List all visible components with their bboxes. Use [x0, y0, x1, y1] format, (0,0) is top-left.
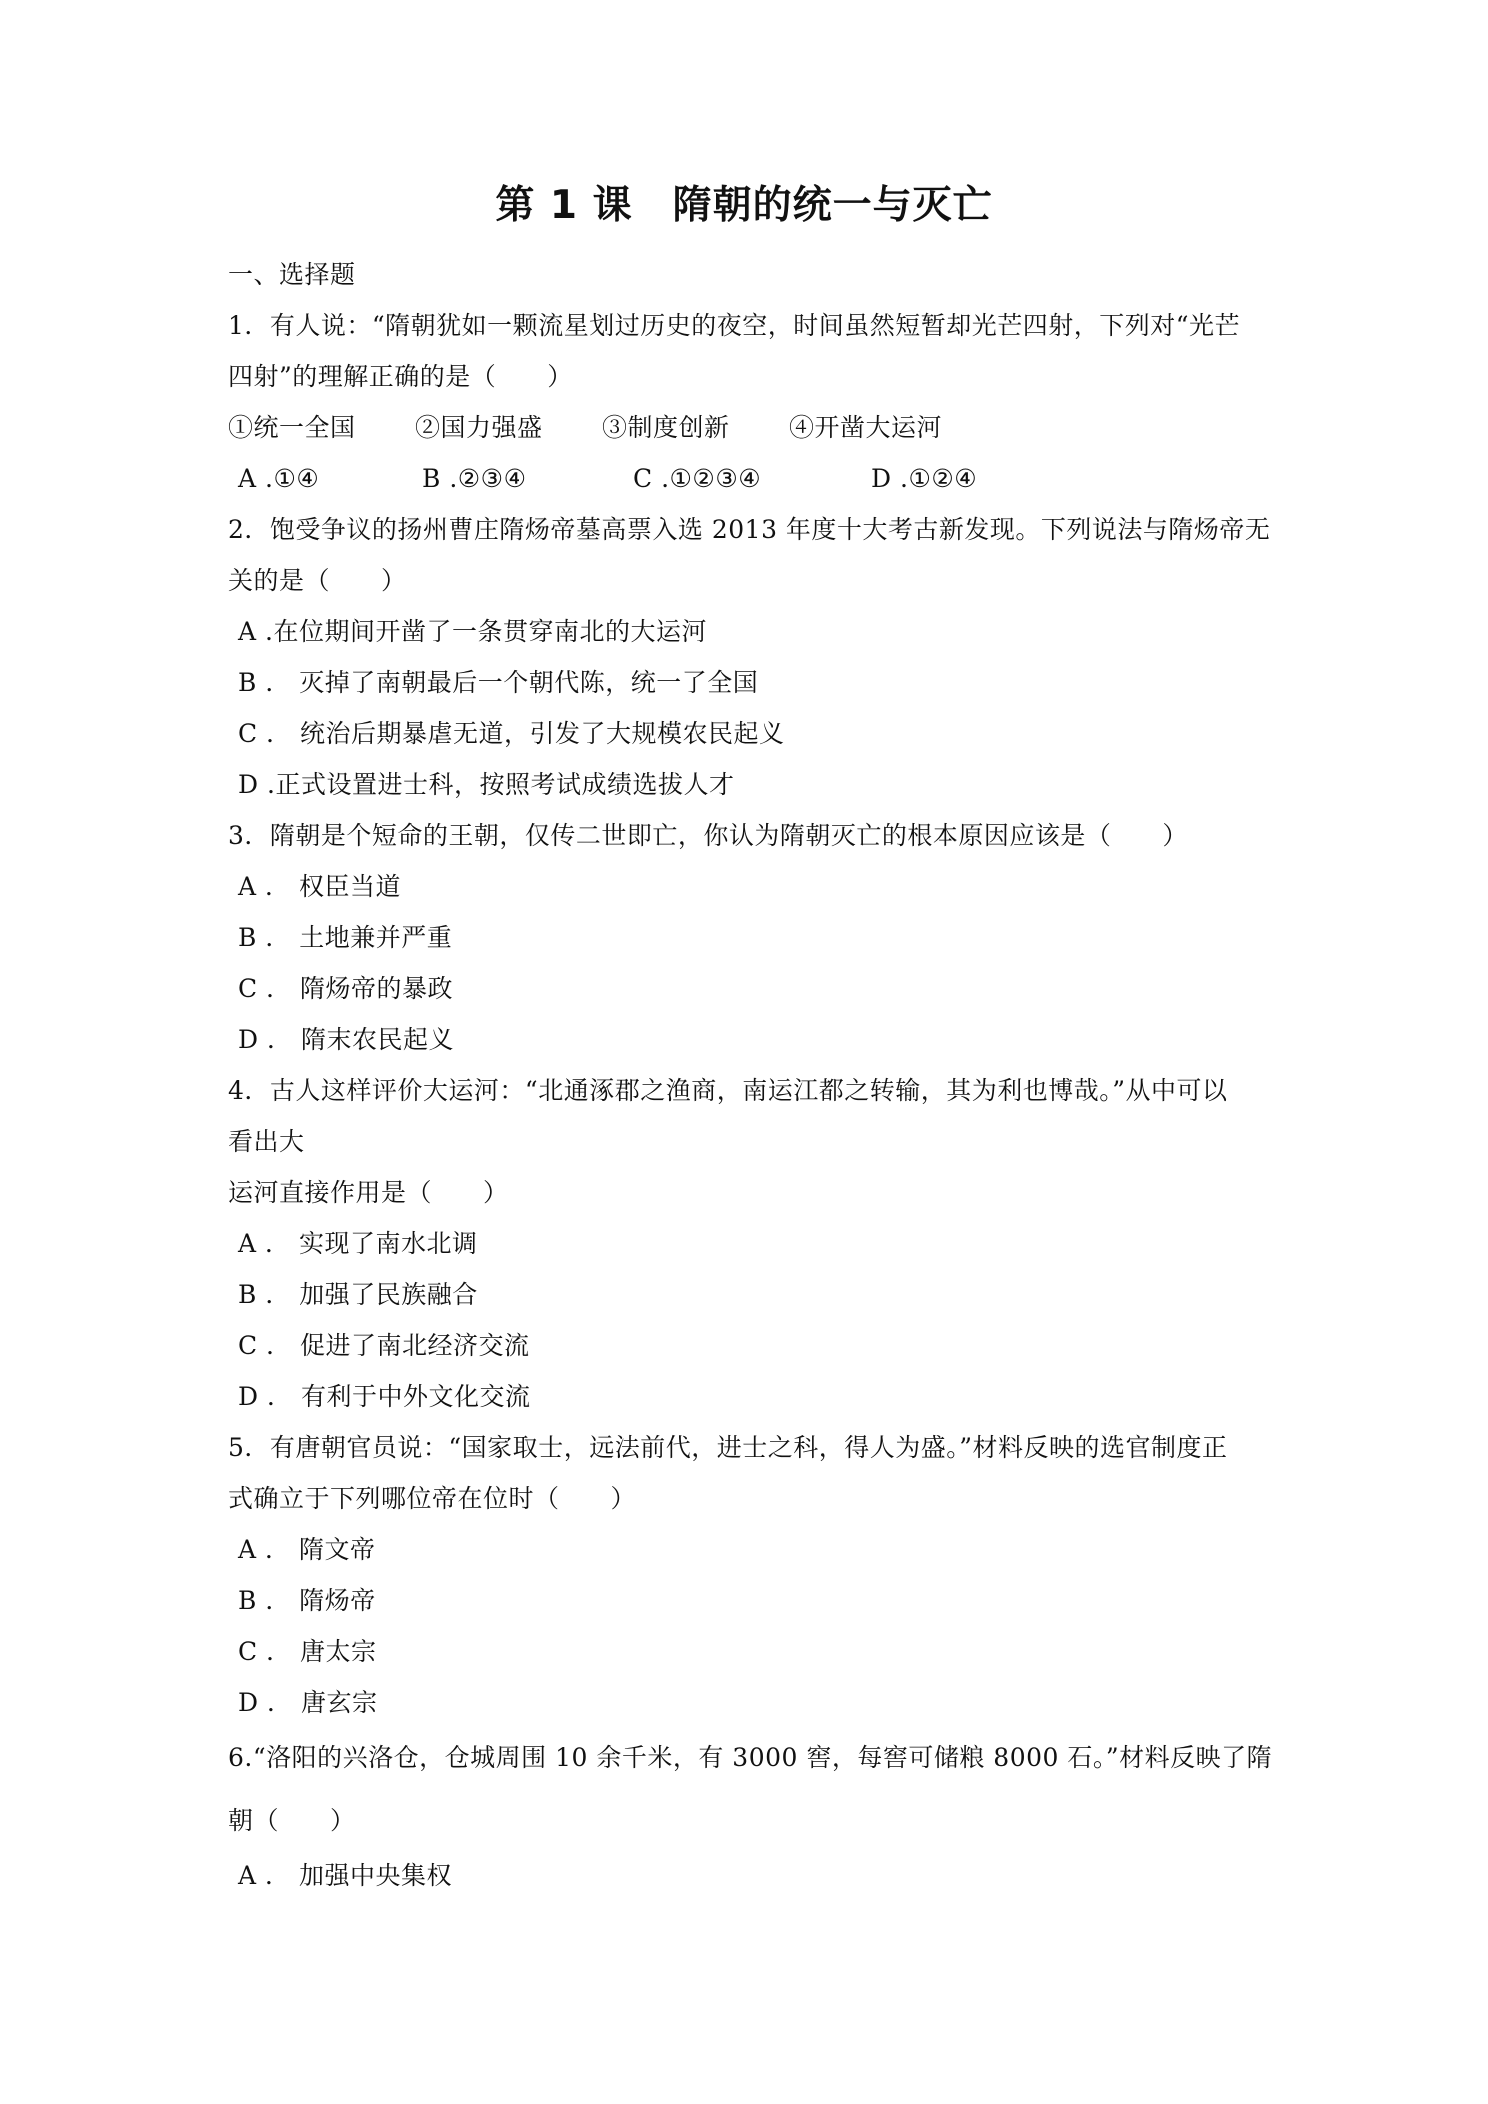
- question-1-option-d: D .①②④: [871, 464, 978, 493]
- question-6-option-a: A ． 加强中央集权: [238, 1861, 452, 1890]
- question-1-items: [228, 411, 1268, 445]
- question-1-stem-continued: 四射”的理解正确的是（ ）: [228, 362, 573, 391]
- question-5-option-c: C ． 唐太宗: [238, 1637, 377, 1666]
- question-1-option-a: A .①④: [238, 464, 320, 493]
- question-6-stem: 6.“洛阳的兴洛仓，仓城周围 10 余千米，有 3000 窖，每窖可储粮 8000 石。”材料反映了隋: [228, 1743, 1273, 1772]
- question-3-option-c: C ． 隋炀帝的暴政: [238, 974, 454, 1003]
- question-3-option-a: A ． 权臣当道: [238, 872, 401, 901]
- question-2-option-b: B ． 灭掉了南朝最后一个朝代陈，统一了全国: [238, 668, 759, 697]
- question-1-option-c: C .①②③④: [633, 464, 762, 493]
- question-3-option-d: D ． 隋末农民起义: [238, 1025, 454, 1054]
- question-4-option-c: C ． 促进了南北经济交流: [238, 1331, 530, 1360]
- question-4-option-d: D ． 有利于中外文化交流: [238, 1382, 531, 1411]
- section-heading: 一、选择题: [228, 260, 356, 289]
- question-1-item: ②国力强盛: [415, 413, 543, 442]
- question-5-stem-continued: 式确立于下列哪位帝在位时（ ）: [228, 1484, 637, 1513]
- question-5-option-d: D ． 唐玄宗: [238, 1688, 378, 1717]
- question-3-stem: 3．隋朝是个短命的王朝，仅传二世即亡，你认为隋朝灭亡的根本原因应该是（ ）: [228, 821, 1188, 850]
- question-1-item: ③制度创新: [602, 413, 730, 442]
- question-4-stem: 4．古人这样评价大运河：“北通涿郡之渔商，南运江都之转输，其为利也博哉。”从中可以: [228, 1076, 1228, 1105]
- question-1-options: [238, 462, 1278, 496]
- question-2-option-a: A .在位期间开凿了一条贯穿南北的大运河: [238, 617, 707, 646]
- question-1-stem: 1．有人说：“隋朝犹如一颗流星划过历史的夜空，时间虽然短暂却光芒四射，下列对“光芒: [228, 311, 1240, 340]
- question-1-item: ④开凿大运河: [789, 413, 943, 442]
- question-4-option-b: B ． 加强了民族融合: [238, 1280, 478, 1309]
- question-3-option-b: B ． 土地兼并严重: [238, 923, 453, 952]
- question-2-option-d: D .正式设置进士科，按照考试成绩选拔人才: [238, 770, 735, 799]
- question-2-option-c: C ． 统治后期暴虐无道，引发了大规模农民起义: [238, 719, 785, 748]
- question-1-item: ①统一全国: [228, 413, 356, 442]
- page-title: 第 1 课 隋朝的统一与灭亡: [495, 183, 993, 228]
- question-5-option-a: A ． 隋文帝: [238, 1535, 376, 1564]
- question-4-stem-continued-2: 运河直接作用是（ ）: [228, 1178, 509, 1207]
- question-6-stem-continued: 朝（ ）: [228, 1806, 356, 1835]
- question-5-stem: 5．有唐朝官员说：“国家取士，远法前代，进士之科，得人为盛。”材料反映的选官制度正: [228, 1433, 1228, 1462]
- question-4-stem-continued: 看出大: [228, 1127, 305, 1156]
- question-1-option-b: B .②③④: [422, 464, 527, 493]
- question-4-option-a: A ． 实现了南水北调: [238, 1229, 478, 1258]
- question-5-option-b: B ． 隋炀帝: [238, 1586, 376, 1615]
- question-2-stem-continued: 关的是（ ）: [228, 566, 407, 595]
- question-2-stem: 2．饱受争议的扬州曹庄隋炀帝墓高票入选 2013 年度十大考古新发现。下列说法与隋炀帝无: [228, 515, 1271, 544]
